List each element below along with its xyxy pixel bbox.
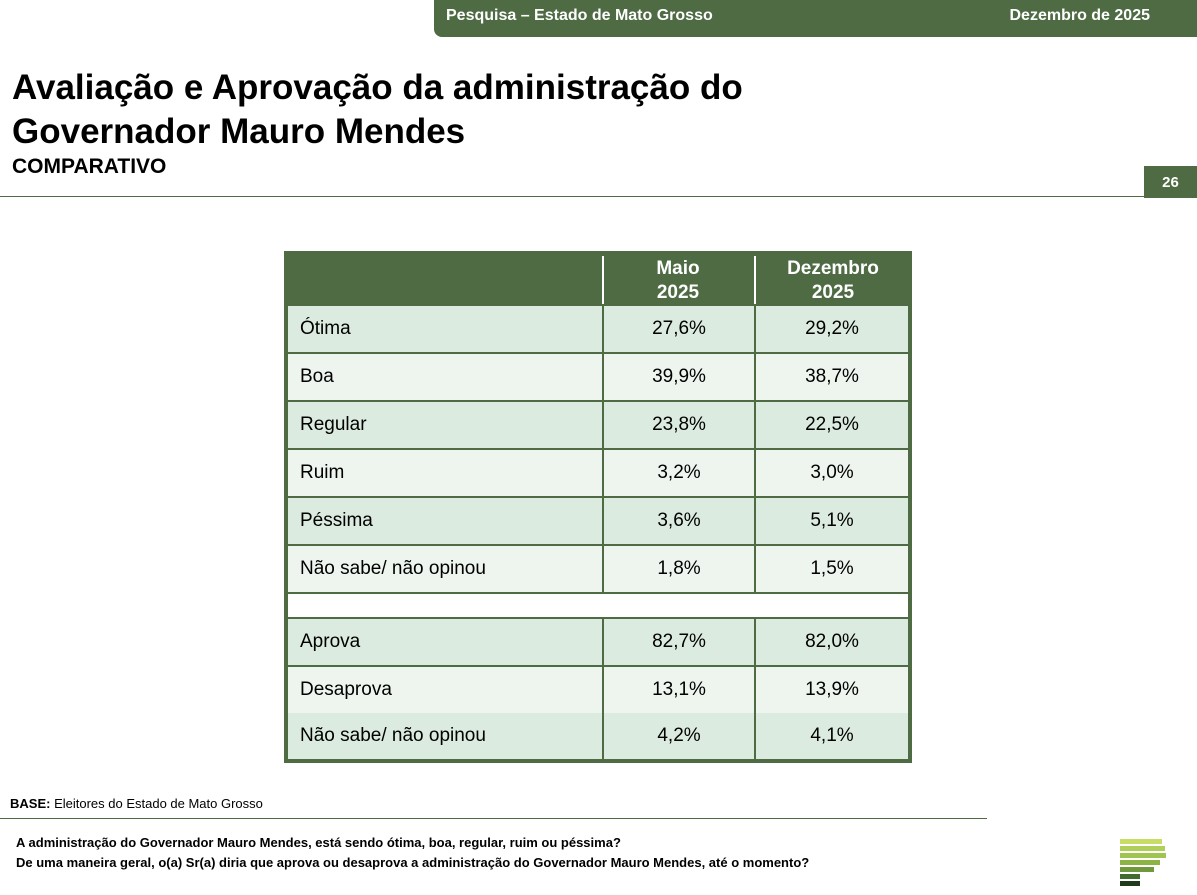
value-dezembro: 22,5% [756, 402, 908, 448]
table-spacer-row [288, 594, 908, 617]
table-row [288, 354, 908, 400]
row-label: Boa [288, 354, 602, 400]
col-header-dezembro-year: 2025 [811, 282, 855, 303]
value-maio: 3,6% [604, 498, 754, 544]
row-label: Desaprova [288, 667, 602, 713]
page-subtitle: COMPARATIVO [12, 155, 167, 178]
col-header-maio-month: Maio [656, 258, 700, 279]
table-row [288, 713, 908, 759]
value-dezembro: 5,1% [756, 498, 908, 544]
page-number: 26 [1144, 166, 1197, 198]
table-row [288, 306, 908, 352]
value-dezembro: 4,1% [756, 713, 908, 759]
value-dezembro: 13,9% [756, 667, 908, 713]
row-label: Não sabe/ não opinou [288, 546, 602, 592]
page-title [12, 66, 743, 154]
value-maio: 3,2% [604, 450, 754, 496]
table-row [288, 546, 908, 592]
value-dezembro: 29,2% [756, 306, 908, 352]
footer-divider [0, 818, 987, 819]
row-label: Péssima [288, 498, 602, 544]
col-header-maio [603, 257, 753, 305]
value-maio: 82,7% [604, 619, 754, 665]
top-banner [434, 0, 1197, 37]
value-dezembro: 3,0% [756, 450, 908, 496]
value-dezembro: 38,7% [756, 354, 908, 400]
value-dezembro: 1,5% [756, 546, 908, 592]
table-row [288, 498, 908, 544]
row-label: Aprova [288, 619, 602, 665]
col-header-dezembro-month: Dezembro [787, 258, 879, 279]
col-header-maio-year: 2025 [656, 282, 700, 303]
stacked-bars-logo-icon [1120, 837, 1168, 889]
base-text: Eleitores do Estado de Mato Grosso [50, 796, 263, 811]
table-row [288, 619, 908, 665]
row-label: Ótima [288, 306, 602, 352]
row-label: Ruim [288, 450, 602, 496]
row-label: Regular [288, 402, 602, 448]
table-row [288, 450, 908, 496]
table-row [288, 402, 908, 448]
survey-date: Dezembro de 2025 [1009, 7, 1150, 24]
row-label: Não sabe/ não opinou [288, 713, 602, 759]
base-label: BASE: [10, 796, 51, 811]
value-maio: 13,1% [604, 667, 754, 713]
value-maio: 27,6% [604, 306, 754, 352]
title-line-1: Avaliação e Aprovação da administração do [12, 68, 743, 107]
value-maio: 39,9% [604, 354, 754, 400]
table-header [284, 251, 912, 306]
comparison-table [284, 251, 912, 763]
table-row [288, 667, 908, 713]
header-divider [0, 196, 1144, 197]
question-1: A administração do Governador Mauro Mendes, está sendo ótima, boa, regular, ruim ou péssima? [16, 835, 621, 850]
value-maio: 1,8% [604, 546, 754, 592]
survey-name: Pesquisa – Estado de Mato Grosso [446, 7, 713, 24]
question-2: De uma maneira geral, o(a) Sr(a) diria que aprova ou desaprova a administração do Governador Mauro Mendes, até o momento? [16, 855, 810, 870]
base-note [10, 796, 263, 811]
value-maio: 4,2% [604, 713, 754, 759]
value-maio: 23,8% [604, 402, 754, 448]
col-header-dezembro [755, 257, 911, 305]
title-line-2: Governador Mauro Mendes [12, 112, 466, 151]
question-text [16, 833, 809, 873]
value-dezembro: 82,0% [756, 619, 908, 665]
